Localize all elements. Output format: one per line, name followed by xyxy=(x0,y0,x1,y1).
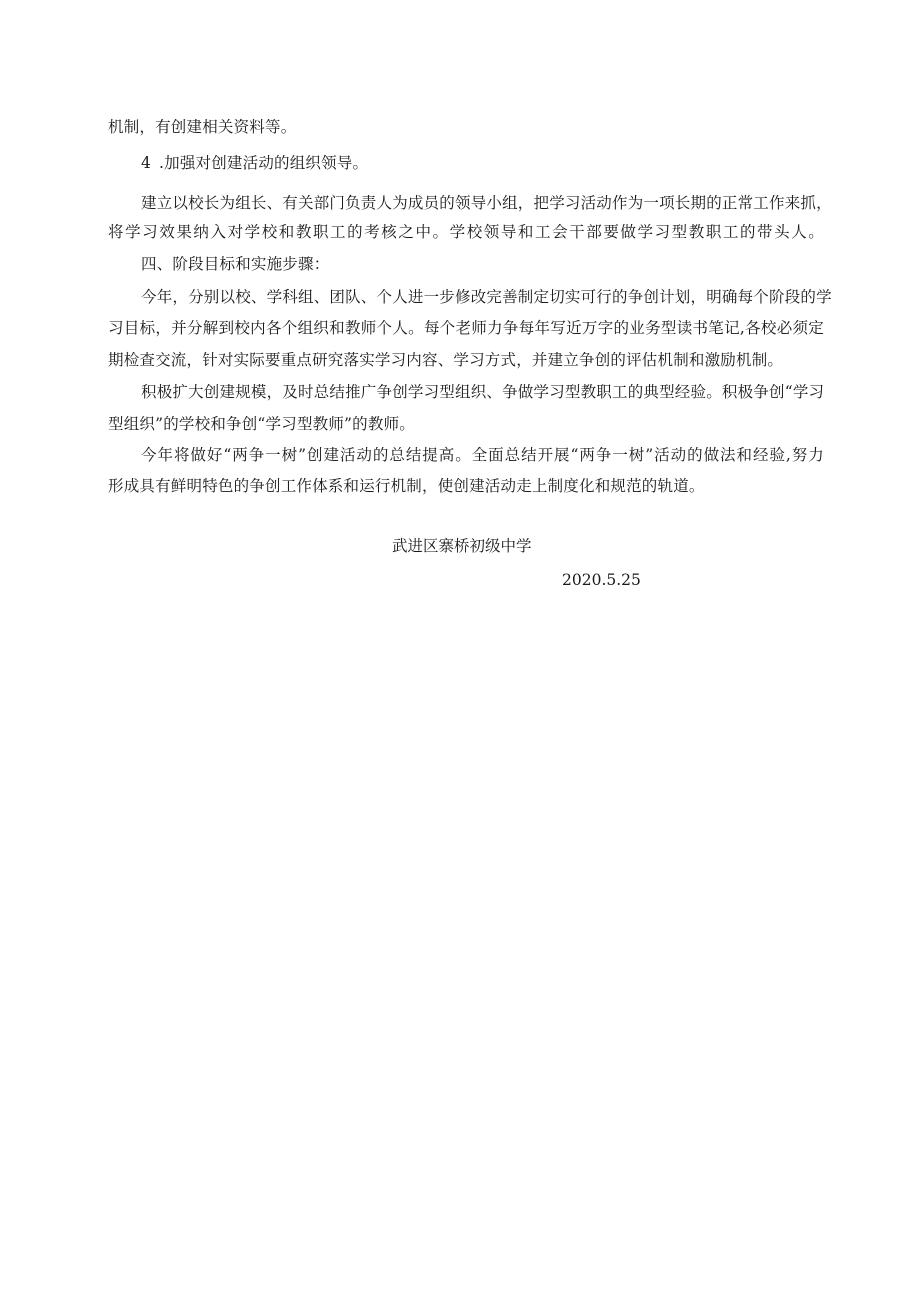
text-line-12: 形成具有鲜明特色的争创工作体系和运行机制，使创建活动走上制度化和规范的轨道。 xyxy=(108,477,705,495)
text-line-6: 今年，分别以校、学科组、团队、个人进一步修改完善制定切实可行的争创计划，明确每个阶段的学 xyxy=(141,288,832,306)
text-line-4: 将学习效果纳入对学校和教职工的考核之中。学校领导和工会干部要做学习型教职工的带头人。 xyxy=(108,223,824,241)
text-line-9: 积极扩大创建规模，及时总结推广争创学习型组织、争做学习型教职工的典型经验。积极争创“学习 xyxy=(141,383,825,401)
numbered-heading xyxy=(141,153,368,173)
text-line-11: 今年将做好“两争一树”创建活动的总结提高。全面总结开展“两争一树”活动的做法和经验,努力 xyxy=(141,446,824,464)
text-line-3: 建立以校长为组长、有关部门负责人为成员的领导小组，把学习活动作为一项长期的正常工作来抓， xyxy=(141,194,832,212)
signature-organization: 武进区寨桥初级中学 xyxy=(392,537,532,555)
section-heading: 四、阶段目标和实施步骤： xyxy=(141,255,330,273)
signature-date: 2020.5.25 xyxy=(562,571,641,589)
numbered-heading-text: .加强对创建活动的组织领导。 xyxy=(159,154,369,172)
text-line-7: 习目标，并分解到校内各个组织和教师个人。每个老师力争每年写近万字的业务型读书笔记,各校必须定 xyxy=(108,319,824,337)
item-number: 4 xyxy=(141,154,152,172)
text-line-8: 期检查交流，针对实际要重点研究落实学习内容、学习方式，并建立争创的评估机制和激励机制。 xyxy=(108,351,784,369)
text-line-10: 型组织”的学校和争创“学习型教师”的教师。 xyxy=(108,415,415,433)
text-line-1: 机制，有创建相关资料等。 xyxy=(108,118,297,136)
